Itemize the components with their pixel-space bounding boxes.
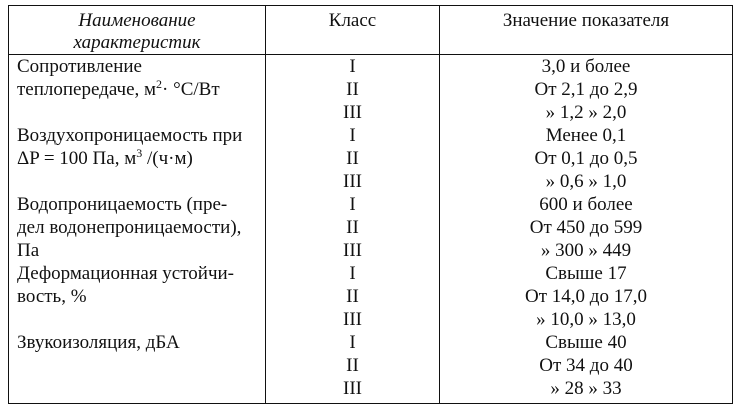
header-value: Значение показателя xyxy=(440,6,733,55)
table-row xyxy=(9,308,733,331)
row-value: От 2,1 до 2,9 xyxy=(440,78,733,101)
row-value: » 300 » 449 xyxy=(440,239,733,262)
row-name xyxy=(9,170,266,193)
table-row xyxy=(9,78,733,101)
table-row xyxy=(9,55,733,79)
row-class: III xyxy=(266,239,440,262)
row-name xyxy=(9,101,266,124)
row-name-superscript: 2 xyxy=(156,78,163,91)
row-name xyxy=(9,78,266,101)
row-name-pre: ΔP = 100 Па, м xyxy=(17,148,137,169)
table-row xyxy=(9,101,733,124)
row-class: III xyxy=(266,101,440,124)
table-row xyxy=(9,377,733,404)
header-name-line2: характеристик xyxy=(73,32,201,53)
row-name xyxy=(9,147,266,170)
row-value: 600 и более xyxy=(440,193,733,216)
row-class: I xyxy=(266,124,440,147)
header-name-line1: Наименование xyxy=(78,10,196,31)
row-value: Свыше 40 xyxy=(440,331,733,354)
row-name-post: /(ч·м) xyxy=(142,148,193,169)
row-name: дел водонепроницаемости), xyxy=(9,216,266,239)
row-name xyxy=(9,354,266,377)
row-name xyxy=(9,377,266,404)
row-class: II xyxy=(266,147,440,170)
table-row xyxy=(9,331,733,354)
row-class: II xyxy=(266,285,440,308)
table-row xyxy=(9,193,733,216)
row-class: I xyxy=(266,55,440,79)
table-row xyxy=(9,285,733,308)
row-value: От 14,0 до 17,0 xyxy=(440,285,733,308)
row-class: II xyxy=(266,216,440,239)
header-name xyxy=(9,6,266,55)
row-name: Воздухопроницаемость при xyxy=(9,124,266,147)
row-value: От 0,1 до 0,5 xyxy=(440,147,733,170)
table-row xyxy=(9,124,733,147)
table-row xyxy=(9,354,733,377)
header-class: Класс xyxy=(266,6,440,55)
row-value: Свыше 17 xyxy=(440,262,733,285)
table-row xyxy=(9,216,733,239)
row-class: III xyxy=(266,308,440,331)
row-name: вость, % xyxy=(9,285,266,308)
row-value: От 34 до 40 xyxy=(440,354,733,377)
row-value: » 0,6 » 1,0 xyxy=(440,170,733,193)
table-row xyxy=(9,262,733,285)
row-name: Сопротивление xyxy=(9,55,266,79)
table-body xyxy=(9,55,733,404)
row-value: » 28 » 33 xyxy=(440,377,733,404)
row-value: Менее 0,1 xyxy=(440,124,733,147)
table-row xyxy=(9,170,733,193)
row-class: II xyxy=(266,78,440,101)
row-class: II xyxy=(266,354,440,377)
table-row xyxy=(9,239,733,262)
row-name-post: · °С/Вт xyxy=(162,79,220,100)
table-row xyxy=(9,147,733,170)
row-value: » 1,2 » 2,0 xyxy=(440,101,733,124)
table-header xyxy=(9,6,733,55)
row-name-superscript: 3 xyxy=(136,147,143,160)
row-value: » 10,0 » 13,0 xyxy=(440,308,733,331)
row-class: I xyxy=(266,331,440,354)
row-name: Па xyxy=(9,239,266,262)
row-class: III xyxy=(266,170,440,193)
row-name xyxy=(9,308,266,331)
row-name: Водопроницаемость (пре- xyxy=(9,193,266,216)
row-class: I xyxy=(266,262,440,285)
row-value: От 450 до 599 xyxy=(440,216,733,239)
row-name: Звукоизоляция, дБА xyxy=(9,331,266,354)
row-class: III xyxy=(266,377,440,404)
row-class: I xyxy=(266,193,440,216)
characteristics-table xyxy=(8,5,733,404)
row-value: 3,0 и более xyxy=(440,55,733,79)
row-name: Деформационная устойчи- xyxy=(9,262,266,285)
header-row xyxy=(9,6,733,55)
row-name-pre: теплопередаче, м xyxy=(17,79,157,100)
